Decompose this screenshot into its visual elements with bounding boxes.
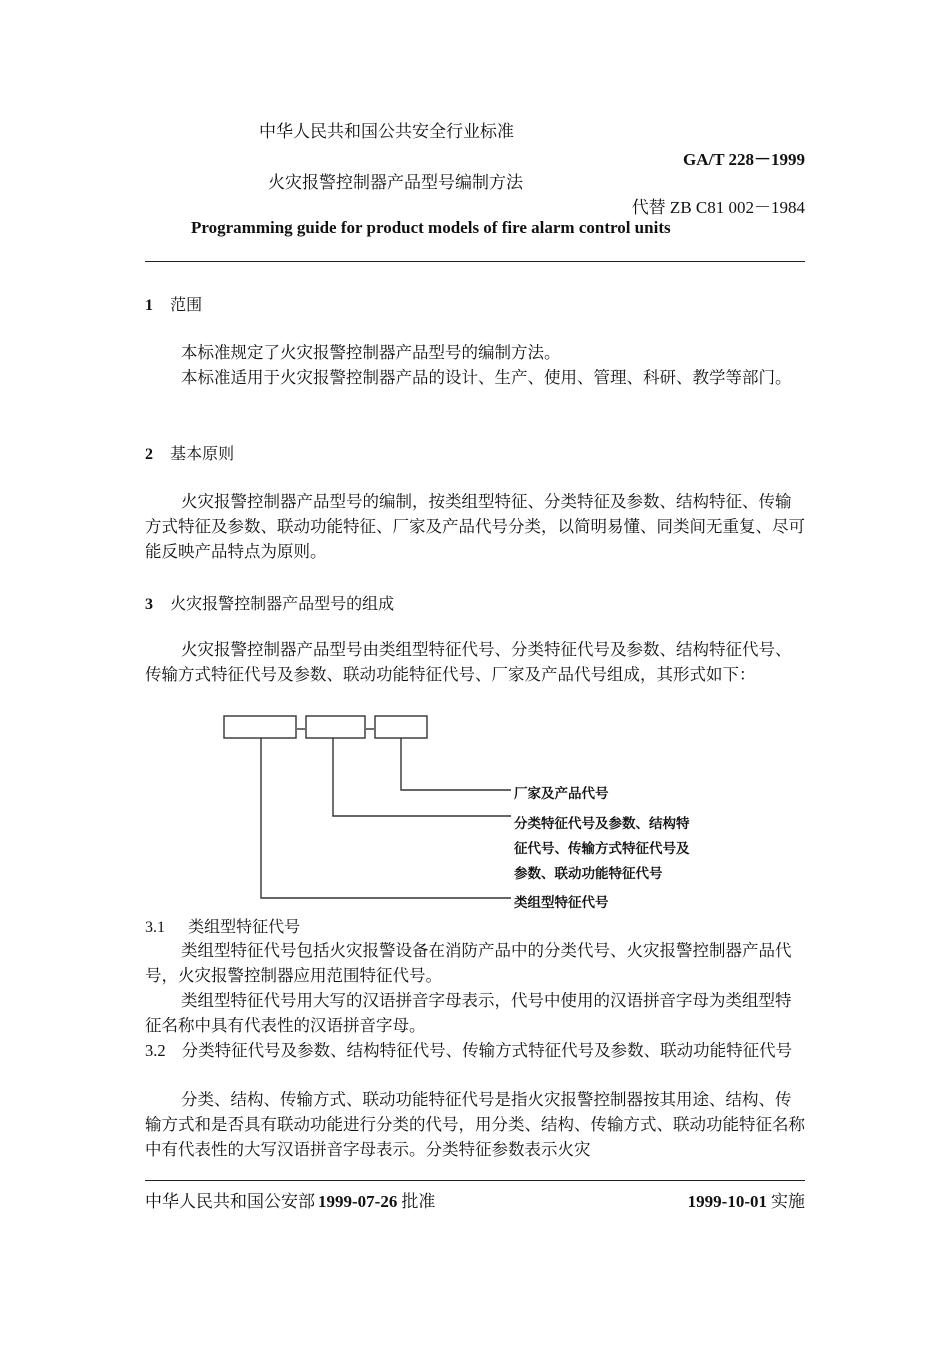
effective-date: 1999-10-01 <box>687 1192 767 1211</box>
section-3-heading <box>145 591 394 614</box>
section-1-paragraph-2: 本标准适用于火灾报警控制器产品的设计、生产、使用、管理、科研、教学等部门。 <box>181 368 792 387</box>
section-3-1-paragraph-1: 类组型特征代号包括火灾报警设备在消防产品中的分类代号、火灾报警控制器产品代号，火灾报警控制器应用范围特征代号。 <box>145 941 792 985</box>
footer-effective <box>688 1187 805 1212</box>
section-2-paragraph-1: 火灾报警控制器产品型号的编制，按类组型特征、分类特征及参数、结构特征、传输方式特征及参数、联动功能特征、厂家及产品代号分类，以简明易懂、同类间无重复、尽可能反映产品特点为原则。 <box>145 492 805 561</box>
manufacturer-leader-line <box>401 738 511 790</box>
section-3-1-heading <box>145 914 300 937</box>
standard-type: 中华人民共和国公共安全行业标准 <box>259 122 514 142</box>
approving-authority: 中华人民共和国公安部 <box>145 1192 315 1212</box>
section-3-2-heading <box>145 1038 807 1063</box>
approval-date: 1999-07-26 <box>318 1192 398 1211</box>
section-number: 1 <box>145 297 153 314</box>
class-code-box <box>224 716 296 738</box>
label-manufacturer-code: 厂家及产品代号 <box>514 786 609 802</box>
title-cn: 火灾报警控制器产品型号编制方法 <box>268 173 523 193</box>
section-number: 2 <box>145 446 153 463</box>
header-rule <box>145 261 805 262</box>
footer-approval <box>145 1187 435 1212</box>
section-title: 类组型特征代号 <box>188 917 301 936</box>
label-category-code-line-2: 征代号、传输方式特征代号及 <box>514 841 690 857</box>
section-number: 3.2 <box>145 1041 166 1060</box>
replaces-code: 代替 ZB C81 002－1984 <box>631 198 805 217</box>
approval-word: 批准 <box>401 1192 436 1212</box>
manufacturer-code-box <box>375 716 427 738</box>
section-3-2-paragraph-1: 分类、结构、传输方式、联动功能特征代号是指火灾报警控制器按其用途、结构、传输方式和是否具有联动功能进行分类的代号，用分类、结构、传输方式、联动功能特征名称中有代表性的大写汉语拼音字母表示。分类特征参数表示火灾 <box>145 1090 805 1159</box>
section-3-paragraph-1: 火灾报警控制器产品型号由类组型特征代号、分类特征代号及参数、结构特征代号、传输方式特征代号及参数、联动功能特征代号、厂家及产品代号组成，其形式如下： <box>145 640 792 684</box>
section-1-paragraph-1: 本标准规定了火灾报警控制器产品型号的编制方法。 <box>181 343 561 362</box>
section-title: 分类特征代号及参数、结构特征代号、传输方式特征代号及参数、联动功能特征代号 <box>181 1041 793 1060</box>
section-2-heading <box>145 441 234 464</box>
category-code-box <box>306 716 365 738</box>
title-en: Programming guide for product models of fire alarm control units <box>191 218 671 237</box>
label-category-code-line-3: 参数、联动功能特征代号 <box>514 866 663 882</box>
standard-code: GA/T 228－1999 <box>682 150 805 169</box>
section-3-1-paragraph-2: 类组型特征代号用大写的汉语拼音字母表示，代号中使用的汉语拼音字母为类组型特征名称中具有代表性的汉语拼音字母。 <box>145 991 792 1035</box>
label-class-code: 类组型特征代号 <box>514 895 609 911</box>
label-category-code-line-1: 分类特征代号及参数、结构特 <box>514 816 690 832</box>
section-title: 范围 <box>170 295 203 314</box>
section-1-heading <box>145 292 202 315</box>
section-number: 3.1 <box>145 919 165 936</box>
section-number: 3 <box>145 596 153 613</box>
class-leader-line <box>261 738 511 898</box>
footer-rule <box>145 1180 805 1181</box>
section-title: 火灾报警控制器产品型号的组成 <box>170 594 395 613</box>
effective-word: 实施 <box>771 1192 805 1212</box>
category-leader-line <box>333 738 511 816</box>
section-title: 基本原则 <box>170 444 235 463</box>
